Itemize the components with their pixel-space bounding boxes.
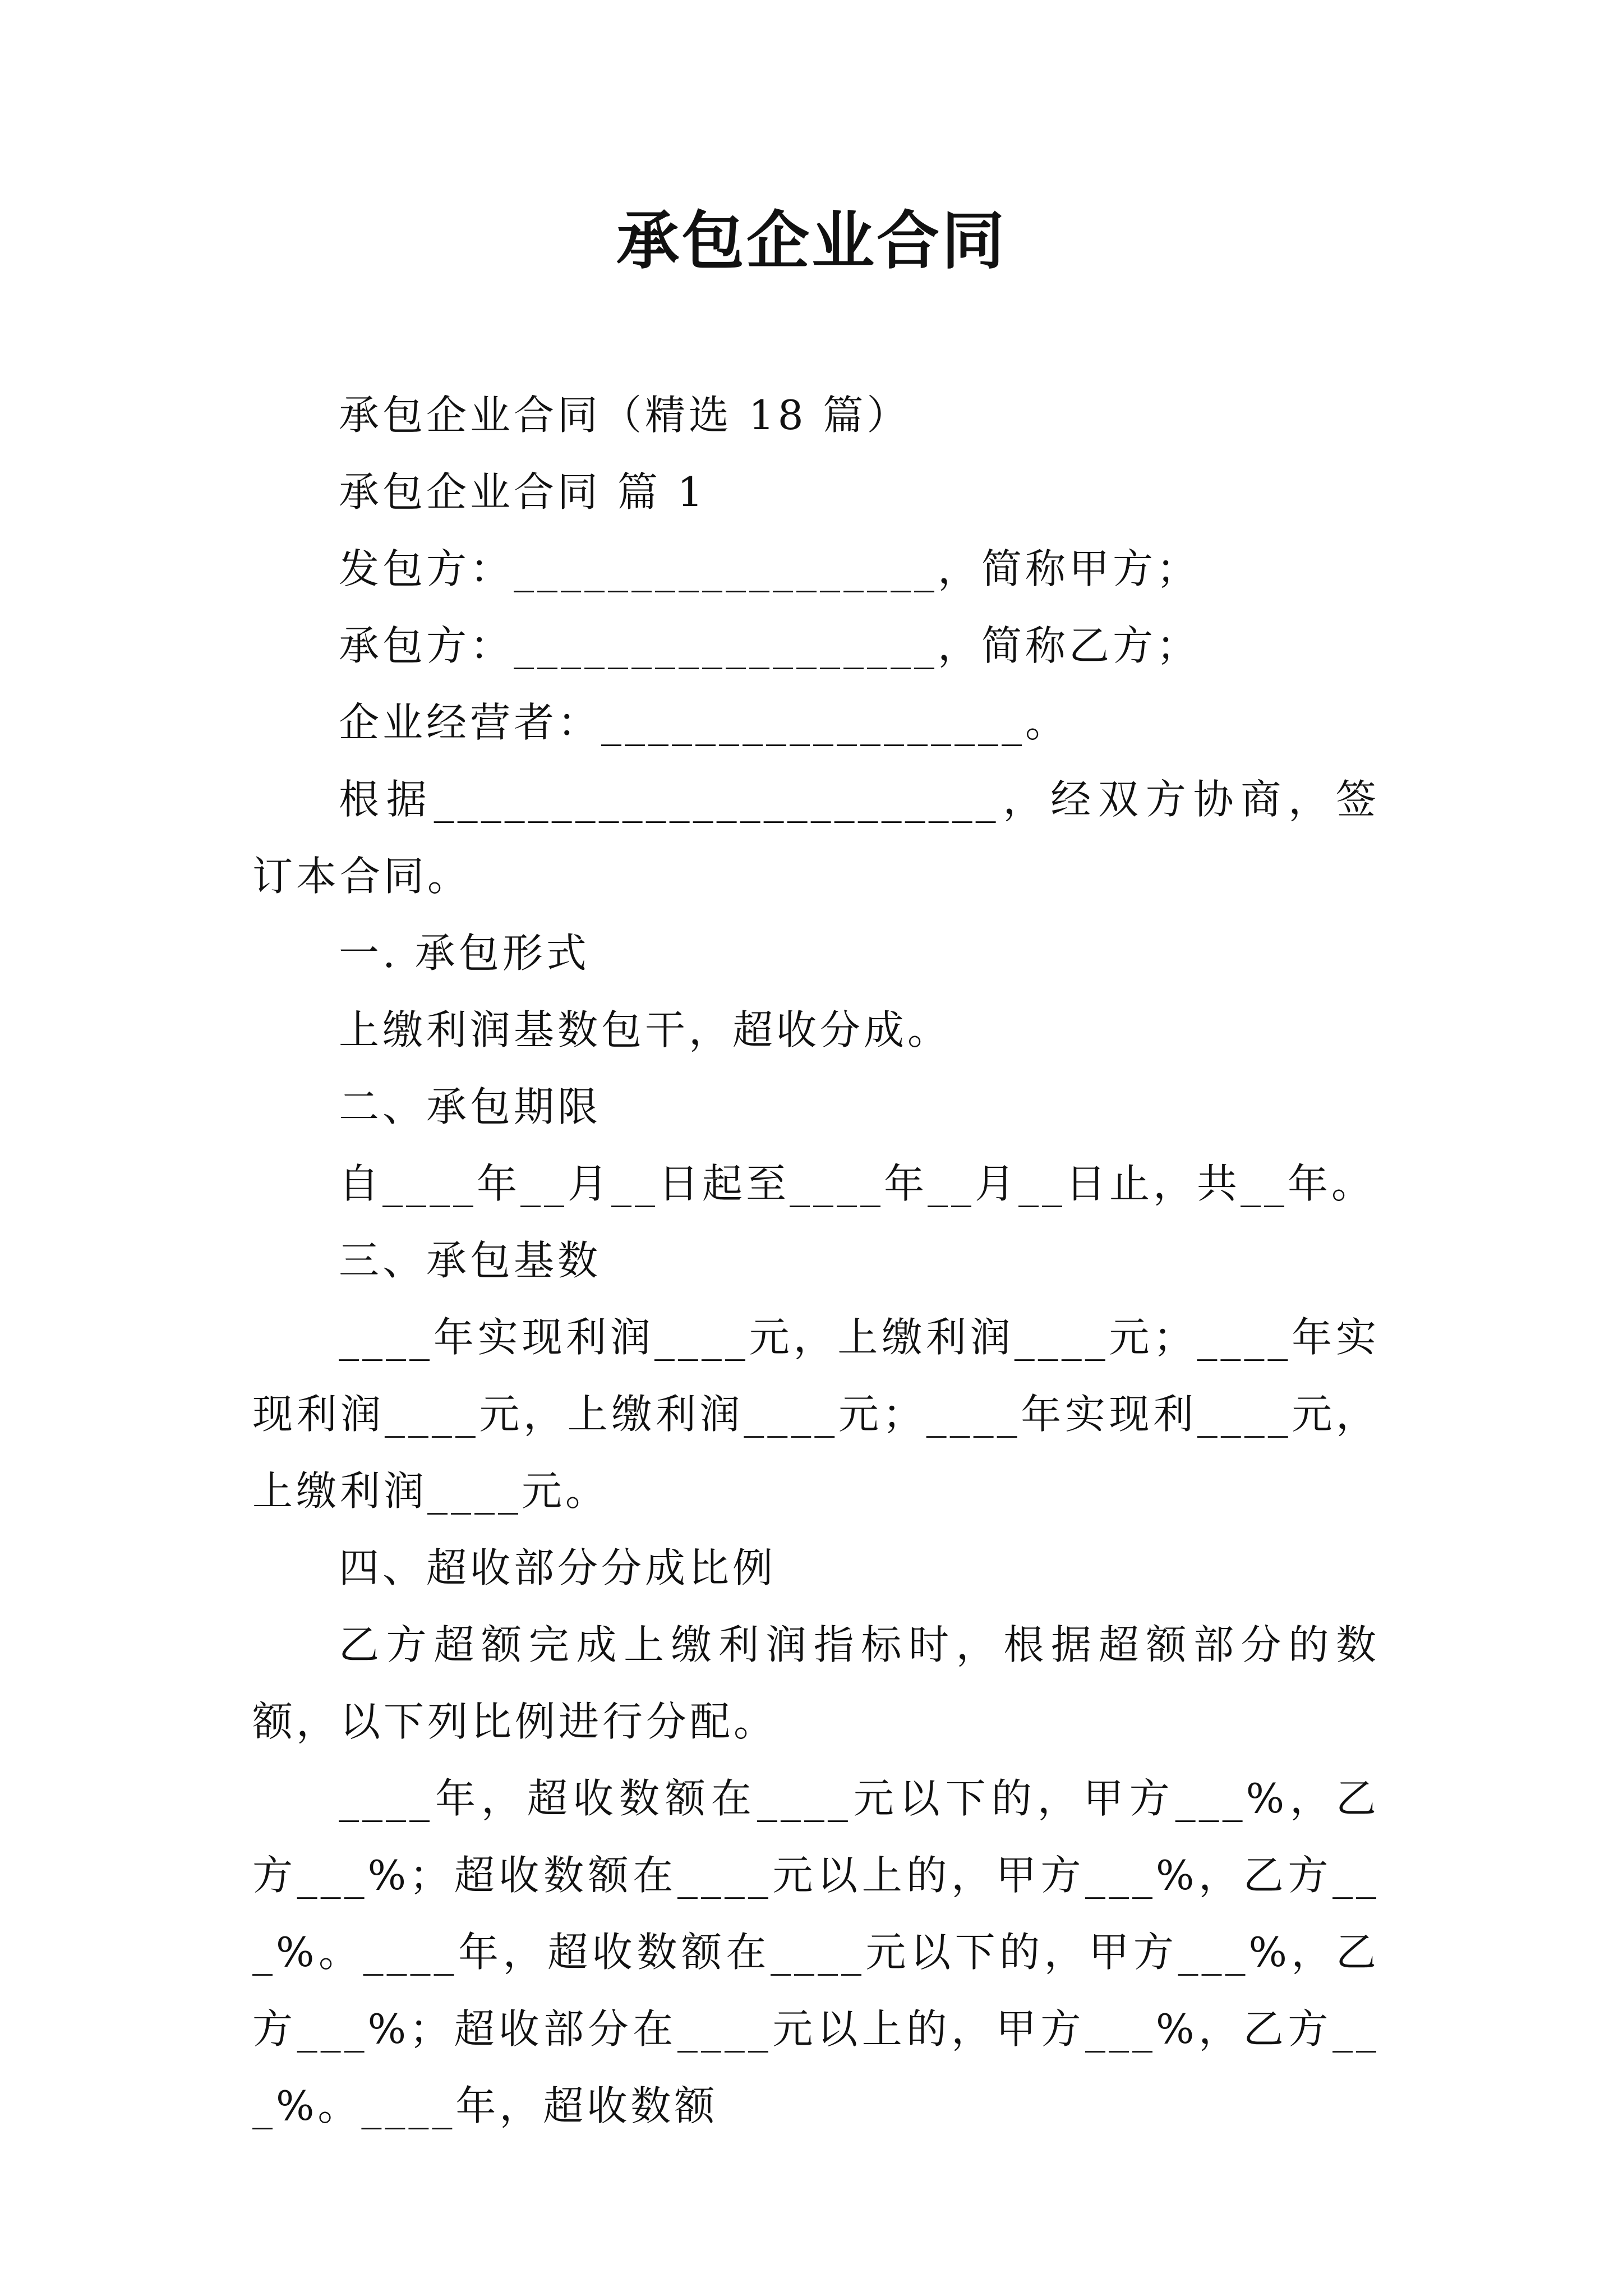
basis-paragraph: 根据________________________，经双方协商，签订本合同。 <box>252 776 1380 900</box>
party-b-line: 承包方：__________________，简称乙方； <box>339 622 1201 669</box>
clause-heading-term: 二、承包期限 <box>339 1083 602 1130</box>
operator-line: 企业经营者：__________________。 <box>339 699 1069 746</box>
document-title: 承包企业合同 <box>616 204 1007 278</box>
document-body <box>252 377 1380 2145</box>
clause-heading-form: 一. 承包形式 <box>339 930 590 977</box>
clause-text-ratio-detail: ____年，超收数额在____元以下的，甲方___%，乙方___%；超收数额在____元以上的，甲方___%，乙方___%。____年，超收数额在____元以下的，甲方___%，乙方___%；超收部分在____元以上的，甲方___%，乙方___%。____年，超收数额 <box>252 1775 1380 2129</box>
clause-heading-base: 三、承包基数 <box>339 1237 602 1284</box>
clause-text-form: 上缴利润基数包干，超收分成。 <box>339 1006 952 1053</box>
clause-heading-ratio: 四、超收部分分成比例 <box>339 1544 777 1591</box>
clause-text-base: ____年实现利润____元，上缴利润____元；____年实现利润____元，上缴利润____元；____年实现利____元，上缴利润____元。 <box>252 1314 1380 1515</box>
clause-text-ratio-intro: 乙方超额完成上缴利润指标时，根据超额部分的数额，以下列比例进行分配。 <box>252 1621 1380 1745</box>
subtitle-paragraph: 承包企业合同（精选 18 篇） <box>339 392 911 439</box>
clause-text-term: 自____年__月__日起至____年__月__日止，共__年。 <box>339 1160 1376 1207</box>
party-a-line: 发包方：__________________，简称甲方； <box>339 545 1201 592</box>
section-heading: 承包企业合同 篇 1 <box>339 468 707 516</box>
